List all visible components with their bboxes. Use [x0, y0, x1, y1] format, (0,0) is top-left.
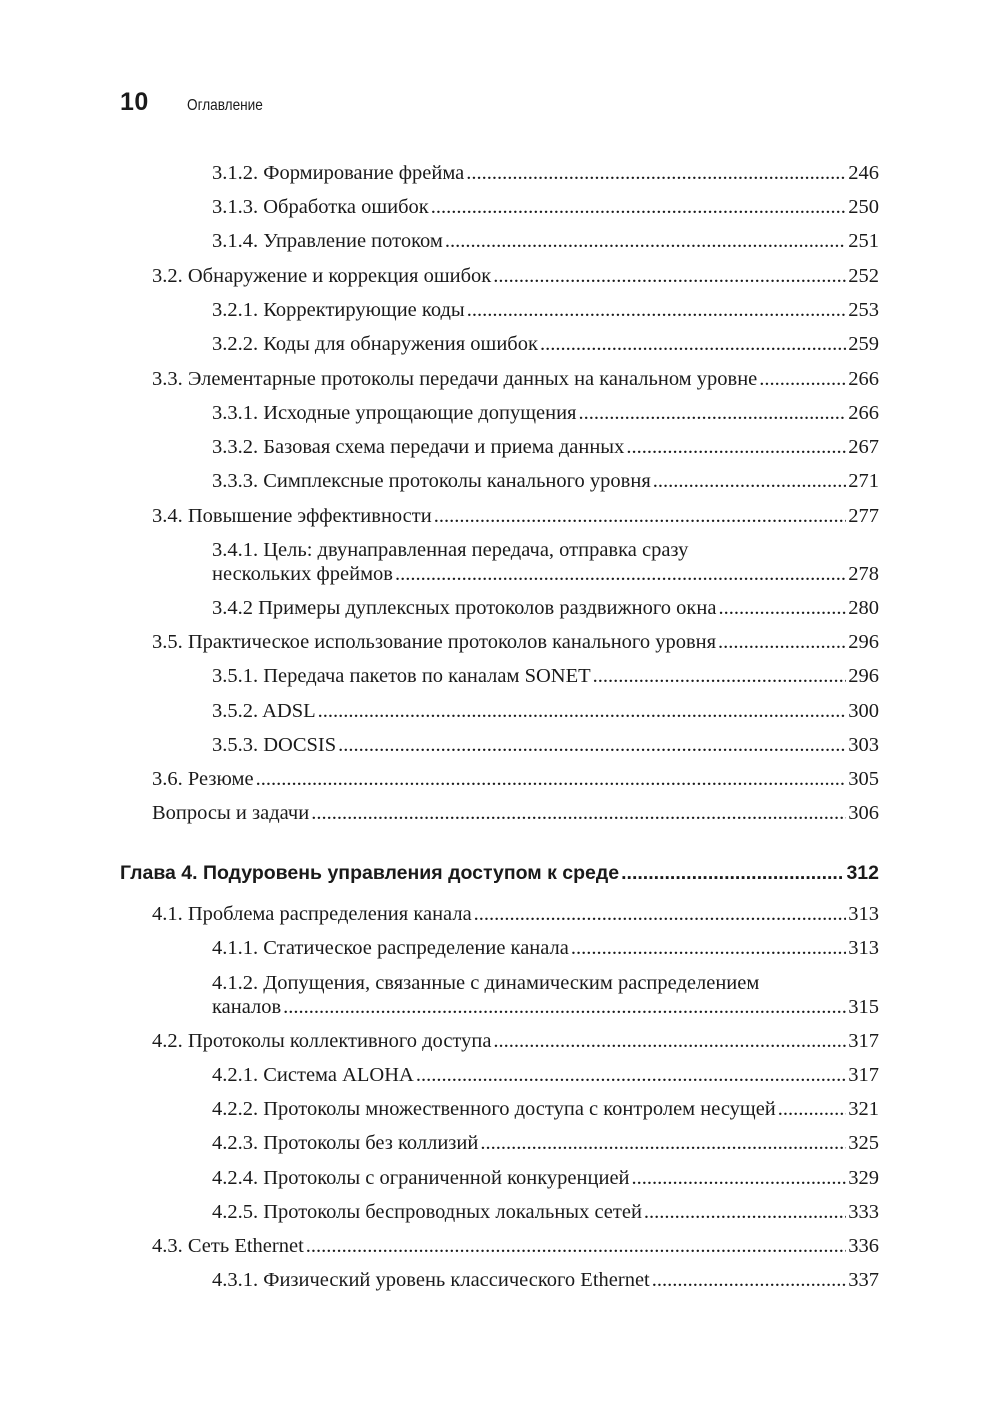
toc-entry-page: 329 [848, 1167, 879, 1189]
toc-entry-title-line1[interactable]: 3.4.1. Цель: двунаправленная передача, отправка сразу [212, 539, 689, 561]
toc-entry[interactable] [152, 264, 879, 288]
toc-entry-title: 3.5.2. ADSL [212, 700, 316, 722]
toc-entry[interactable] [212, 596, 879, 620]
dot-leader [621, 861, 844, 885]
toc-entry-title: 3.3. Элементарные протоколы передачи данных на канальном уровне [152, 368, 758, 390]
toc-entry-title: 3.2.2. Коды для обнаружения ошибок [212, 333, 538, 355]
running-title: Оглавление [186, 97, 263, 114]
toc-entry-page: 333 [848, 1201, 879, 1223]
dot-leader [778, 1097, 846, 1121]
toc-entry-title: 4.2. Протоколы коллективного доступа [152, 1030, 492, 1052]
toc-entry-page: 278 [848, 563, 879, 585]
toc-entry-page: 303 [848, 734, 879, 756]
page-number: 10 [120, 88, 149, 116]
toc-entry-page: 321 [848, 1098, 879, 1120]
dot-leader [593, 664, 847, 688]
toc-entry-title: 3.1.3. Обработка ошибок [212, 196, 429, 218]
dot-leader [759, 367, 846, 391]
toc-entry[interactable] [212, 1131, 879, 1155]
dot-leader [283, 995, 846, 1019]
toc-entry[interactable] [212, 699, 879, 723]
dot-leader [338, 733, 846, 757]
dot-leader [653, 469, 847, 493]
toc-entry-title: 3.1.4. Управление потоком [212, 230, 443, 252]
toc-entry-page: 313 [848, 903, 879, 925]
toc-entry-page: 317 [848, 1030, 879, 1052]
toc-entry[interactable] [152, 801, 879, 825]
toc-entry[interactable] [212, 936, 879, 960]
toc-entry-title: 4.2.3. Протоколы без коллизий [212, 1132, 479, 1154]
toc-entry[interactable] [212, 469, 879, 493]
toc-entry-title: 4.2.1. Система ALOHA [212, 1064, 414, 1086]
toc-entry-page: 252 [848, 265, 879, 287]
toc-entry[interactable] [152, 367, 879, 391]
toc-entry[interactable] [152, 902, 879, 926]
toc-entry-title: 3.5. Практическое использование протоколов канального уровня [152, 631, 717, 653]
toc-entry[interactable] [212, 733, 879, 757]
toc-entry-title: 3.3.2. Базовая схема передачи и приема данных [212, 436, 625, 458]
toc-chapter-page: 312 [846, 862, 879, 884]
toc-entry[interactable] [212, 229, 879, 253]
toc-entry-title: Вопросы и задачи [152, 802, 310, 824]
toc-entry[interactable] [212, 1166, 879, 1190]
toc-entry[interactable] [212, 1063, 879, 1087]
toc-entry[interactable] [212, 1268, 879, 1292]
toc-entry[interactable] [152, 630, 879, 654]
dot-leader [626, 435, 846, 459]
toc-entry-title: 3.3.3. Симплексные протоколы канального уровня [212, 470, 651, 492]
toc-entry[interactable] [212, 161, 879, 185]
dot-leader [416, 1063, 846, 1087]
toc-chapter-entry[interactable] [120, 861, 879, 885]
dot-leader [466, 161, 846, 185]
toc-entry-title: 3.1.2. Формирование фрейма [212, 162, 465, 184]
toc-entry[interactable] [212, 1200, 879, 1224]
dot-leader [256, 767, 847, 791]
toc-entry-title: 3.3.1. Исходные упрощающие допущения [212, 402, 577, 424]
toc-entry-title: 4.2.5. Протоколы беспроводных локальных сетей [212, 1201, 642, 1223]
dot-leader [571, 936, 846, 960]
toc-entry-page: 300 [848, 700, 879, 722]
dot-leader [578, 401, 846, 425]
dot-leader [434, 504, 847, 528]
dot-leader [493, 1029, 846, 1053]
dot-leader [493, 264, 846, 288]
toc-entry[interactable] [212, 995, 879, 1019]
toc-entry-title: 3.6. Резюме [152, 768, 254, 790]
page-header [120, 88, 276, 117]
toc-entry-title: 4.2.2. Протоколы множественного доступа с контролем несущей [212, 1098, 776, 1120]
toc-entry[interactable] [212, 664, 879, 688]
toc-entry-title: 3.5.1. Передача пакетов по каналам SONET [212, 665, 591, 687]
toc-entry[interactable] [212, 562, 879, 586]
toc-entry[interactable] [212, 195, 879, 219]
dot-leader [306, 1234, 846, 1258]
toc-entry-page: 250 [848, 196, 879, 218]
toc-entry-title: 3.4. Повышение эффективности [152, 505, 432, 527]
toc-entry-page: 325 [848, 1132, 879, 1154]
dot-leader [318, 699, 847, 723]
toc-entry[interactable] [152, 1234, 879, 1258]
dot-leader [644, 1200, 846, 1224]
toc-entry-page: 306 [848, 802, 879, 824]
dot-leader [474, 902, 847, 926]
toc-entry-title: 3.2.1. Корректирующие коды [212, 299, 465, 321]
toc-entry[interactable] [212, 435, 879, 459]
dot-leader [431, 195, 847, 219]
toc-entry[interactable] [212, 401, 879, 425]
toc-entry[interactable] [212, 298, 879, 322]
dot-leader [718, 630, 846, 654]
toc-entry[interactable] [152, 767, 879, 791]
toc-entry-title: нескольких фреймов [212, 563, 393, 585]
toc-entry-title: 4.3. Сеть Ethernet [152, 1235, 304, 1257]
dot-leader [718, 596, 846, 620]
toc-entry-page: 267 [848, 436, 879, 458]
toc-entry-title: 3.4.2 Примеры дуплексных протоколов раздвижного окна [212, 597, 717, 619]
toc-entry-page: 259 [848, 333, 879, 355]
dot-leader [395, 562, 846, 586]
toc-entry-title: каналов [212, 996, 282, 1018]
toc-entry-page: 315 [848, 996, 879, 1018]
dot-leader [632, 1166, 847, 1190]
toc-entry-page: 266 [848, 402, 879, 424]
toc-entry-page: 277 [848, 505, 879, 527]
toc-entry-page: 271 [848, 470, 879, 492]
toc-entry-title: 4.2.4. Протоколы с ограниченной конкуренцией [212, 1167, 630, 1189]
toc-entry-page: 253 [848, 299, 879, 321]
toc-entry-title: 4.1.1. Статическое распределение канала [212, 937, 569, 959]
toc-entry-page: 251 [848, 230, 879, 252]
dot-leader [652, 1268, 847, 1292]
toc-entry-title-line1[interactable]: 4.1.2. Допущения, связанные с динамическим распределением [212, 972, 760, 994]
toc-entry-page: 313 [848, 937, 879, 959]
toc-entry-page: 296 [848, 665, 879, 687]
toc-entry-title: 4.1. Проблема распределения канала [152, 903, 472, 925]
toc-entry-page: 280 [848, 597, 879, 619]
toc-entry-title: 3.2. Обнаружение и коррекция ошибок [152, 265, 492, 287]
toc-entry-page: 305 [848, 768, 879, 790]
toc-entry-page: 246 [848, 162, 879, 184]
dot-leader [467, 298, 847, 322]
dot-leader [540, 332, 846, 356]
toc-entry[interactable] [212, 1097, 879, 1121]
toc-entry[interactable] [212, 332, 879, 356]
toc-entry[interactable] [152, 1029, 879, 1053]
toc-entry-page: 266 [848, 368, 879, 390]
toc-chapter-title: Глава 4. Подуровень управления доступом к среде [120, 862, 620, 884]
toc-entry-page: 336 [848, 1235, 879, 1257]
toc-entry-title: 4.3.1. Физический уровень классического Ethernet [212, 1269, 650, 1291]
toc-entry-page: 296 [848, 631, 879, 653]
toc-entry-page: 317 [848, 1064, 879, 1086]
toc-entry-page: 337 [848, 1269, 879, 1291]
dot-leader [311, 801, 846, 825]
toc-entry-title: 3.5.3. DOCSIS [212, 734, 337, 756]
toc-entry[interactable] [152, 504, 879, 528]
dot-leader [445, 229, 846, 253]
dot-leader [480, 1131, 846, 1155]
